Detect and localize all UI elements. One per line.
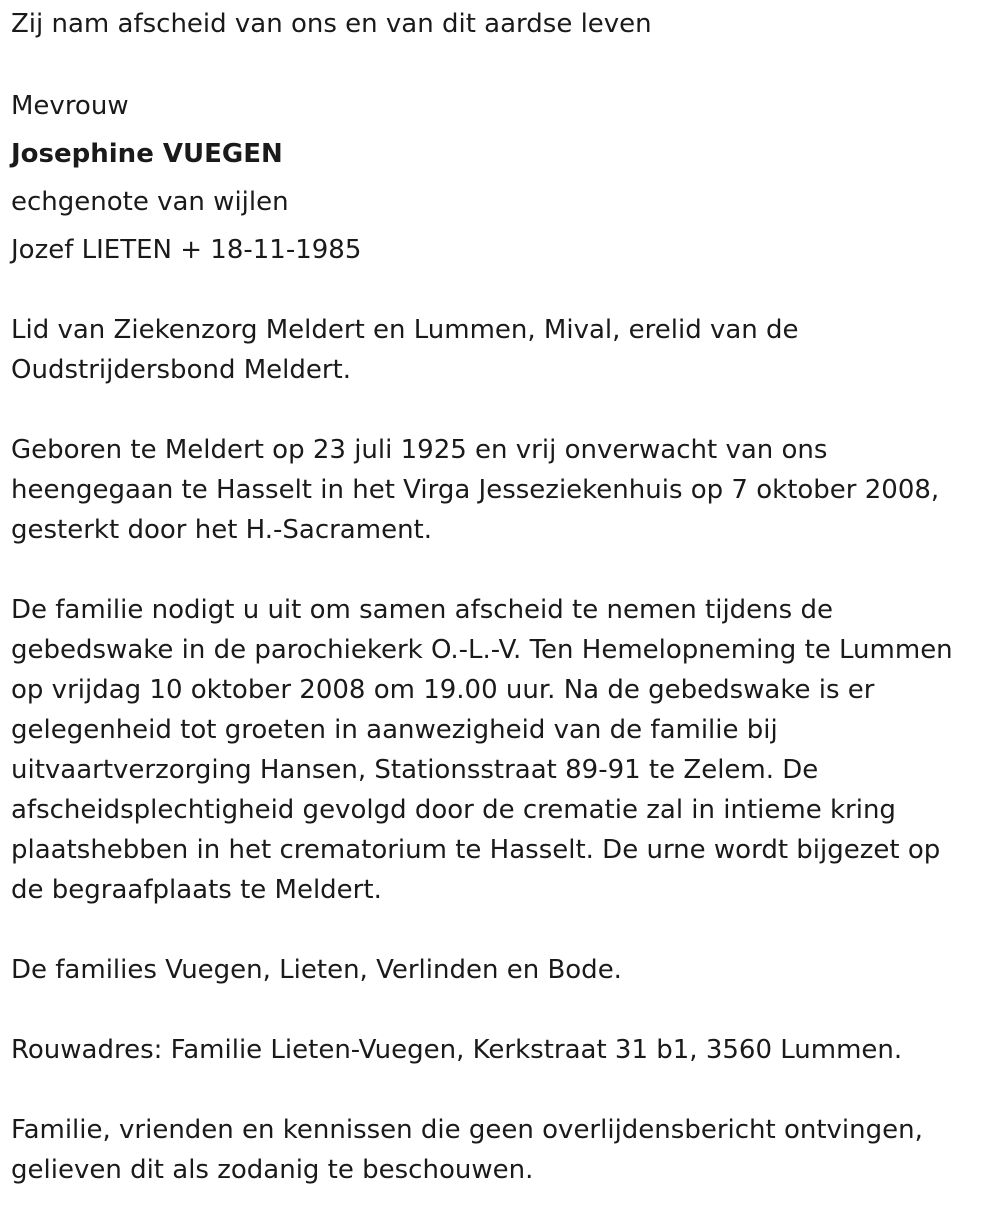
ceremony-line: uitvaartverzorging Hansen, Stationsstraat 89-91 te Zelem. De (11, 755, 819, 785)
ceremony-line: afscheidsplechtigheid gevolgd door de crematie zal in intieme kring (11, 795, 896, 825)
deceased-name: Josephine VUEGEN (11, 139, 283, 169)
closing-line: gelieven dit als zodanig te beschouwen. (11, 1155, 534, 1185)
address-line: Rouwadres: Familie Lieten-Vuegen, Kerkstraat 31 b1, 3560 Lummen. (11, 1035, 903, 1065)
birth-death-line: gesterkt door het H.-Sacrament. (11, 515, 433, 545)
ceremony-line: de begraafplaats te Meldert. (11, 875, 382, 905)
honorific: Mevrouw (11, 91, 129, 121)
relation-line: echgenote van wijlen (11, 187, 289, 217)
families-line: De families Vuegen, Lieten, Verlinden en Bode. (11, 955, 622, 985)
intro-line: Zij nam afscheid van ons en van dit aardse leven (11, 9, 652, 39)
ceremony-line: gebedswake in de parochiekerk O.-L.-V. Ten Hemelopneming te Lummen (11, 635, 953, 665)
ceremony-line: op vrijdag 10 oktober 2008 om 19.00 uur. Na de gebedswake is er (11, 675, 875, 705)
ceremony-line: plaatshebben in het crematorium te Hasselt. De urne wordt bijgezet op (11, 835, 941, 865)
birth-death-line: Geboren te Meldert op 23 juli 1925 en vrij onverwacht van ons (11, 435, 828, 465)
membership-line: Lid van Ziekenzorg Meldert en Lummen, Mival, erelid van de (11, 315, 799, 345)
birth-death-line: heengegaan te Hasselt in het Virga Jesseziekenhuis op 7 oktober 2008, (11, 475, 940, 505)
ceremony-line: gelegenheid tot groeten in aanwezigheid van de familie bij (11, 715, 778, 745)
membership-line: Oudstrijdersbond Meldert. (11, 355, 352, 385)
spouse-line: Jozef LIETEN + 18-11-1985 (11, 235, 362, 265)
ceremony-line: De familie nodigt u uit om samen afscheid te nemen tijdens de (11, 595, 833, 625)
closing-line: Familie, vrienden en kennissen die geen overlijdensbericht ontvingen, (11, 1115, 923, 1145)
